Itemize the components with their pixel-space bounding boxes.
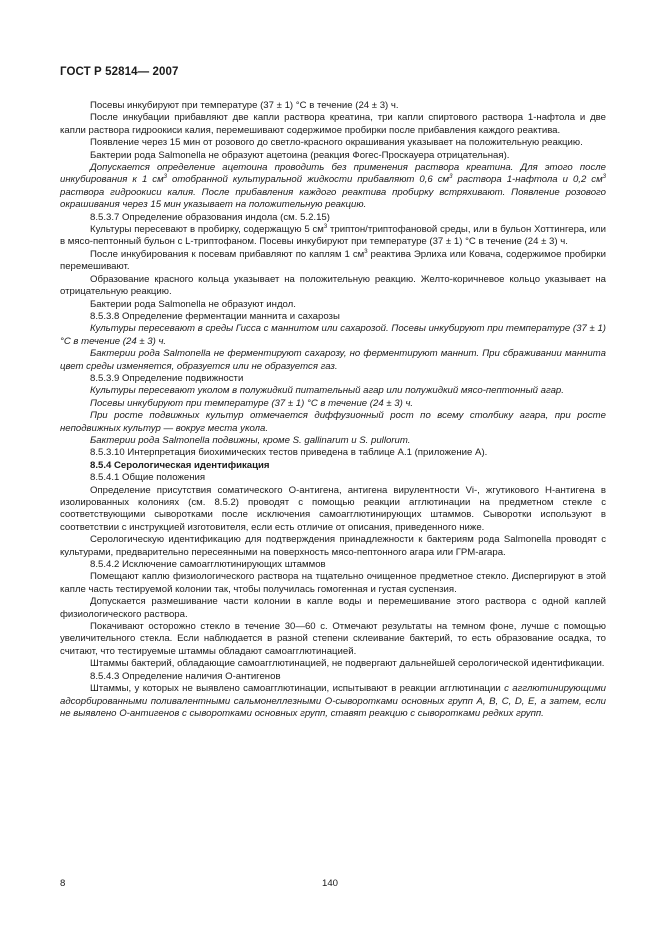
paragraph: Образование красного кольца указывает на положительную реакцию. Желто-коричневое кольцо указывает на отрицательную реакцию. — [60, 273, 606, 298]
paragraph: 8.5.3.8 Определение ферментации маннита и сахарозы — [90, 310, 340, 322]
paragraph: Штаммы, у которых не выявлено самоагглютинации, испытывают в реакции агглютинации с агглютинирующими адсорбированными поливалентными сальмонеллезными О-сыворотками основных групп А, В, С, D, Е, а затем, если не выявлено О-антигенов с сыворотками основных групп, ставят реакцию с сыворотками редких групп. — [60, 683, 607, 719]
paragraph: При росте подвижных культур отмечается диффузионный рост по всему столбику агара, при росте неподвижных культур — вокруг места укола. — [60, 410, 606, 434]
paragraph: 8.5.3.9 Определение подвижности — [90, 372, 244, 384]
paragraph: 8.5.4.1 Общие положения — [90, 472, 206, 484]
paragraph: Допускается определение ацетоина проводить без применения раствора креатина. Для этого после инкубирования к 1 $см^3$ отобранной культуральной жидкости прибавляют 0,6 $см^3$ раствора 1-нафтола и 0,2 $см^3$ раствора гидроокиси калия. После прибавления каждого реактива пробирку встряхивают. Появление розового окрашивания через 15 мин указывает на положительную реакцию. — [60, 162, 606, 211]
page-number-left: 8 — [60, 878, 66, 889]
paragraph: Допускается размешивание части колонии в капле воды и перемешивание этого раствора с одной каплей физиологического раствора. — [60, 596, 606, 620]
paragraph: Покачивают осторожно стекло в течение 30—60 с. Отмечают результаты на темном фоне, лучше с помощью увеличительного стекла. Если наблюдается в разной степени склеивание бактерий, то есть образование осадка, то считают, что тестируемые штаммы обладают самоагглютинацией. — [60, 621, 606, 657]
paragraph: 8.5.4.2 Исключение самоагглютинирующих штаммов — [90, 559, 326, 571]
paragraph: Появление через 15 мин от розового до светло-красного окрашивания указывает на положительную реакцию. — [90, 137, 583, 149]
paragraph: Культуры пересевают в среды Гисса с маннитом или сахарозой. Посевы инкубируют при температуре (37 ± 1) °С в течение (24 ± 3) ч. — [60, 323, 606, 347]
paragraph: Бактерии рода Salmonella не образуют ацетоина (реакция Фогес-Проскауера отрицательная). — [90, 149, 510, 161]
paragraph: 8.5.3.7 Определение образования индола (см. 5.2.15) — [90, 211, 330, 223]
paragraph: Помещают каплю физиологического раствора на тщательно очищенное предметное стекло. Диспергируют в этой капле часть тестируемой колонии так, чтобы получилась гомогенная и густая суспензия. — [60, 571, 606, 595]
paragraph: Культуры пересевают уколом в полужидкий питательный агар или полужидкий мясо-пептонный агар. — [90, 385, 564, 397]
document-header: ГОСТ Р 52814— 2007 — [60, 66, 179, 78]
paragraph: Посевы инкубируют при температуре (37 ± 1) °С в течение (24 ± 3) ч. — [90, 397, 414, 409]
paragraph: Посевы инкубируют при температуре (37 ± 1) °С в течение (24 ± 3) ч. — [90, 100, 399, 111]
paragraph: Штаммы бактерий, обладающие самоагглютинацией, не подвергают дальнейшей серологической идентификации. — [90, 658, 605, 670]
paragraph: После инкубации прибавляют две капли раствора креатина, три капли спиртового раствора 1-нафтола и две капли раствора гидроокиси калия, перемешивают содержимое пробирки после прибавления каждого реактива. — [60, 112, 606, 136]
paragraph: Бактерии рода Salmonella не ферментируют сахарозу, но ферментируют маннит. При сбраживании маннита цвет среды изменяется, образуется или не образуется газ. — [60, 348, 606, 372]
paragraph: Бактерии рода Salmonella подвижны, кроме S. gallinarum и S. pullorum. — [90, 434, 411, 446]
paragraph: Бактерии рода Salmonella не образуют индол. — [90, 298, 296, 310]
paragraph: Серологическую идентификацию для подтверждения принадлежности к бактериям рода Salmonella проводят с культурами, предварительно пересеянными на поверхность мясо-пептонного агара или ГРМ-агара. — [60, 534, 606, 558]
document-body — [60, 100, 606, 720]
paragraph: Культуры пересевают в пробирку, содержащую 5 $см^3$ триптон/триптофановой среды, или в бульон Хоттингера, или в мясо-пептонный бульон с L-триптофаном. Посевы инкубируют при температуре (37 ± 1) °С в течение (24 ± 3) ч. — [60, 223, 606, 248]
paragraph: 8.5.4.3 Определение наличия О-антигенов — [90, 670, 281, 682]
page-number-center: 140 — [322, 878, 339, 889]
paragraph: 8.5.3.10 Интерпретация биохимических тестов приведена в таблице А.1 (приложение А). — [90, 447, 488, 459]
paragraph: 8.5.4 Серологическая идентификация — [90, 459, 270, 471]
paragraph: После инкубирования к посевам прибавляют по каплям 1 $см^3$ реактива Эрлиха или Ковача, содержимое пробирки перемешивают. — [60, 248, 606, 273]
paragraph: Определение присутствия соматического О-антигена, антигена вирулентности Vi-, жгутикового Н-антигена в изолированных колониях (см. 8.5.2) проводят с помощью реакции агглютинации на предметном стекле с соответствующими сыворотками после исключения самоагглютинирующих штаммов. Сыворотки используют в соответствии с инструкцией изготовителя, если есть отличие от описания, приведенного ниже. — [60, 484, 606, 533]
